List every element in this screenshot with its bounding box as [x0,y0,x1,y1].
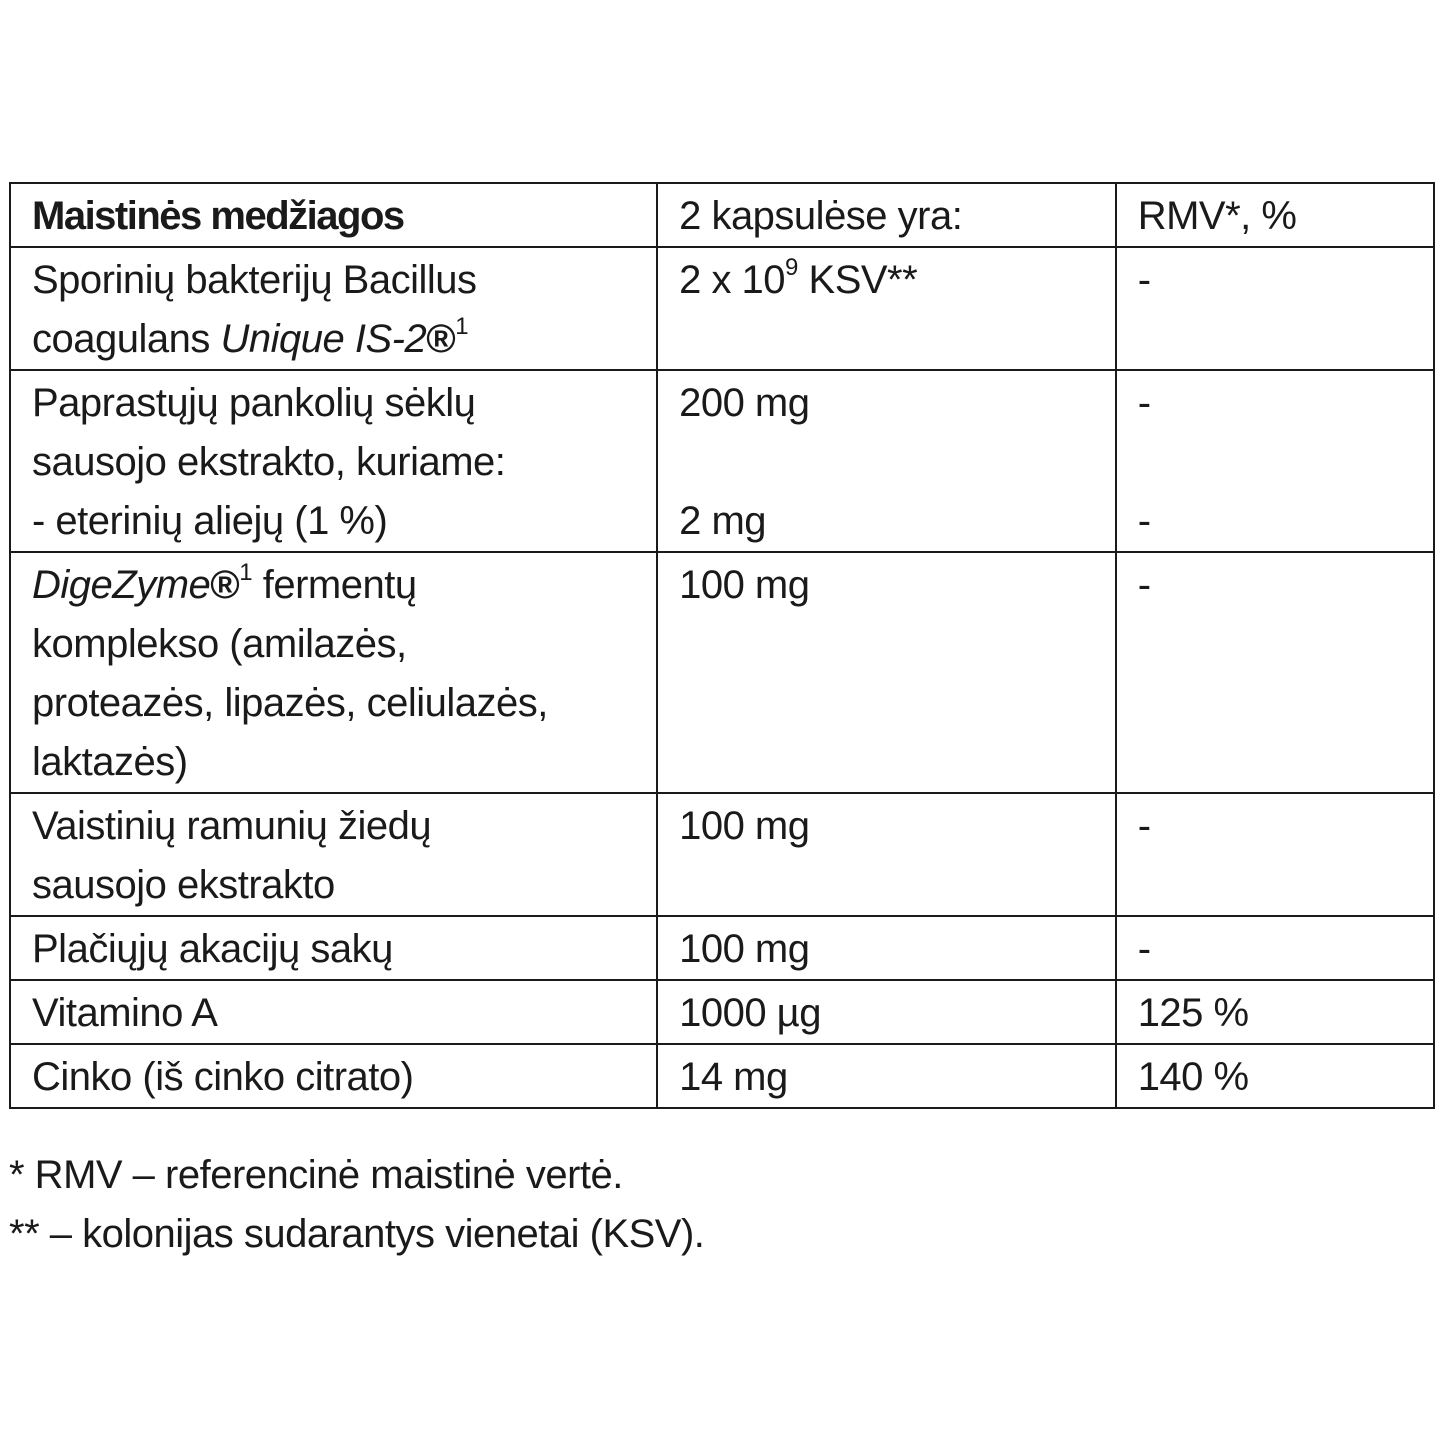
table-row [10,980,1434,1044]
nutrient-name-continued: coagulans Unique IS-2®$^1$ [32,313,469,361]
registered-mark: ® [210,563,240,607]
nutrient-cell [10,247,657,370]
nutrient-cell: Cinko (iš cinko citrato) [10,1044,657,1108]
brand-name: Unique IS-2 [220,317,427,361]
amount-cell: 100 mg [657,793,1116,916]
brand-name: DigeZyme [32,563,211,607]
rmv-cell: - [1116,552,1434,793]
nutrition-table [9,182,1435,1109]
nutrient-cell: Plačiųjų akacijų sakų [10,916,657,980]
header-nutrients: Maistinės medžiagos [10,183,657,247]
nutrient-cell: Paprastųjų pankolių sėklų sausojo ekstrakto, kuriame: - eterinių aliejų (1 %) [10,370,657,552]
header-amount: 2 kapsulėse yra: [657,183,1116,247]
rmv-cell: 140 % [1116,1044,1434,1108]
nutrient-cell: DigeZyme®$^1$ fermentų komplekso (amilazės, proteazės, lipazės, celiulazės, laktazės) [10,552,657,793]
footnote-marker: 1 [455,313,469,340]
nutrient-cell: Vitamino A [10,980,657,1044]
rmv-cell: - [1116,916,1434,980]
registered-mark: ® [426,317,456,361]
table-row [10,370,1434,552]
footnote-ksv: ** – kolonijas sudarantys vienetai (KSV). [9,1212,705,1256]
amount-cell: 100 mg [657,916,1116,980]
footnote-marker: 1 [239,559,253,586]
table-header-row [10,183,1434,247]
amount-cell: 2 x $10^9$ KSV** [657,247,1116,370]
amount-cell: 100 mg [657,552,1116,793]
exponent: 9 [785,254,798,281]
nutrient-name: Sporinių bakterijų Bacillus [32,258,477,302]
amount-cell: 1000 µg [657,980,1116,1044]
nutrient-cell: Vaistinių ramunių žiedų sausojo ekstrakto [10,793,657,916]
rmv-cell: - [1116,793,1434,916]
table-row [10,552,1434,793]
rmv-cell: - [1116,247,1434,370]
amount-cell: 14 mg [657,1044,1116,1108]
header-rmv: RMV*, % [1116,183,1434,247]
footnote-rmv: * RMV – referencinė maistinė vertė. [9,1153,623,1197]
footnotes [9,1146,704,1264]
table-row [10,1044,1434,1108]
amount-cell: 200 mg 2 mg [657,370,1116,552]
table-row [10,916,1434,980]
table-row [10,247,1434,370]
table-row [10,793,1434,916]
rmv-cell: 125 % [1116,980,1434,1044]
rmv-cell: - - [1116,370,1434,552]
